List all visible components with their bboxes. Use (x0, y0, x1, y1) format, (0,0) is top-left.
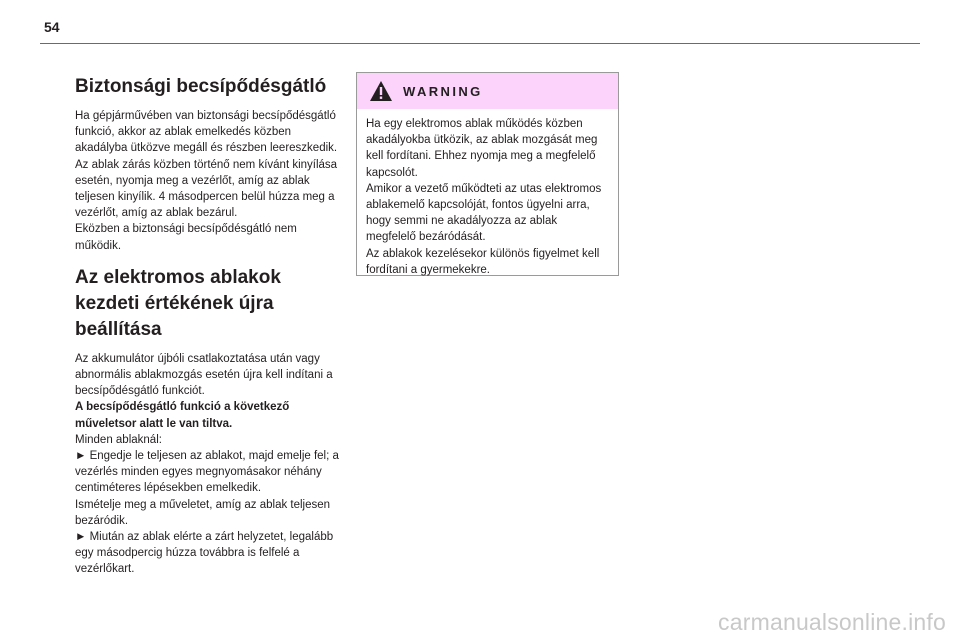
watermark: carmanualsonline.info (718, 609, 946, 635)
section-title-line-1: Az elektromos ablakok (75, 266, 281, 288)
anti-pinch-paragraph-2: Az ablak zárás közben történő nem kívánt kinyílása esetén, nyomja meg a vezérlőt, amíg az ablak teljesen kinyílik. 4 másodpercen belül húzza meg a vezérlőt, amíg az ablak bezárul. (75, 158, 338, 220)
warning-header (357, 73, 618, 109)
warning-body (357, 109, 618, 278)
header-divider (40, 43, 920, 44)
reinit-repeat: Ismételje meg a műveletet, amíg az ablak teljesen bezáródik. (75, 498, 331, 527)
anti-pinch-paragraph-1: Ha gépjárművében van biztonsági becsípődésgátló funkció, akkor az ablak emelkedés közben akadályba ütközve megáll és részben leereszkedik. (75, 110, 338, 155)
reinit-per-window: Minden ablaknál: (75, 433, 162, 446)
warning-paragraph-1: Ha egy elektromos ablak működés közben akadályokba ütközik, az ablak mozgását meg kell fordítani. Ehhez nyomja meg a megfelelő kapcsolót. (366, 118, 598, 179)
section-title-anti-pinch: Biztonsági becsípődésgátló (75, 76, 327, 97)
section-title-line-2: kezdeti értékének újra (75, 292, 274, 314)
section-title-line-3: beállítása (75, 318, 162, 340)
reinit-bold-note: A becsípődésgátló funkció a következő műveletsor alatt le van tiltva. (75, 401, 290, 430)
warning-box (356, 72, 619, 276)
anti-pinch-paragraph-3: Eközben a biztonsági becsípődésgátló nem működik. (75, 223, 297, 252)
reinit-step-2: ► Miután az ablak elérte a zárt helyzetet, legalább egy másodpercig húzza továbbra is felfelé a vezérlőkart. (75, 531, 334, 576)
reinit-intro: Az akkumulátor újbóli csatlakoztatása után vagy abnormális ablakmozgás esetén újra kell indítani a becsípődésgátló funkciót. (75, 352, 333, 398)
warning-triangle-icon (369, 80, 393, 102)
reinit-step-1: ► Engedje le teljesen az ablakot, majd emelje fel; a vezérlés minden egyes megnyomásakor néhány centiméteres lépésekben emelkedik. (75, 450, 339, 495)
warning-paragraph-3: Az ablakok kezelésekor különös figyelmet kell fordítani a gyermekekre. (366, 247, 600, 276)
page-number: 54 (44, 19, 60, 35)
warning-paragraph-2: Amikor a vezető működteti az utas elektromos ablakemelő kapcsolóját, fontos ügyelni arra, hogy semmi ne akadályozza az ablak megfelelő bezáródását. (366, 182, 602, 244)
left-column (75, 74, 345, 578)
warning-label: WARNING (403, 83, 483, 99)
section-title-reinitialisation (75, 265, 345, 343)
